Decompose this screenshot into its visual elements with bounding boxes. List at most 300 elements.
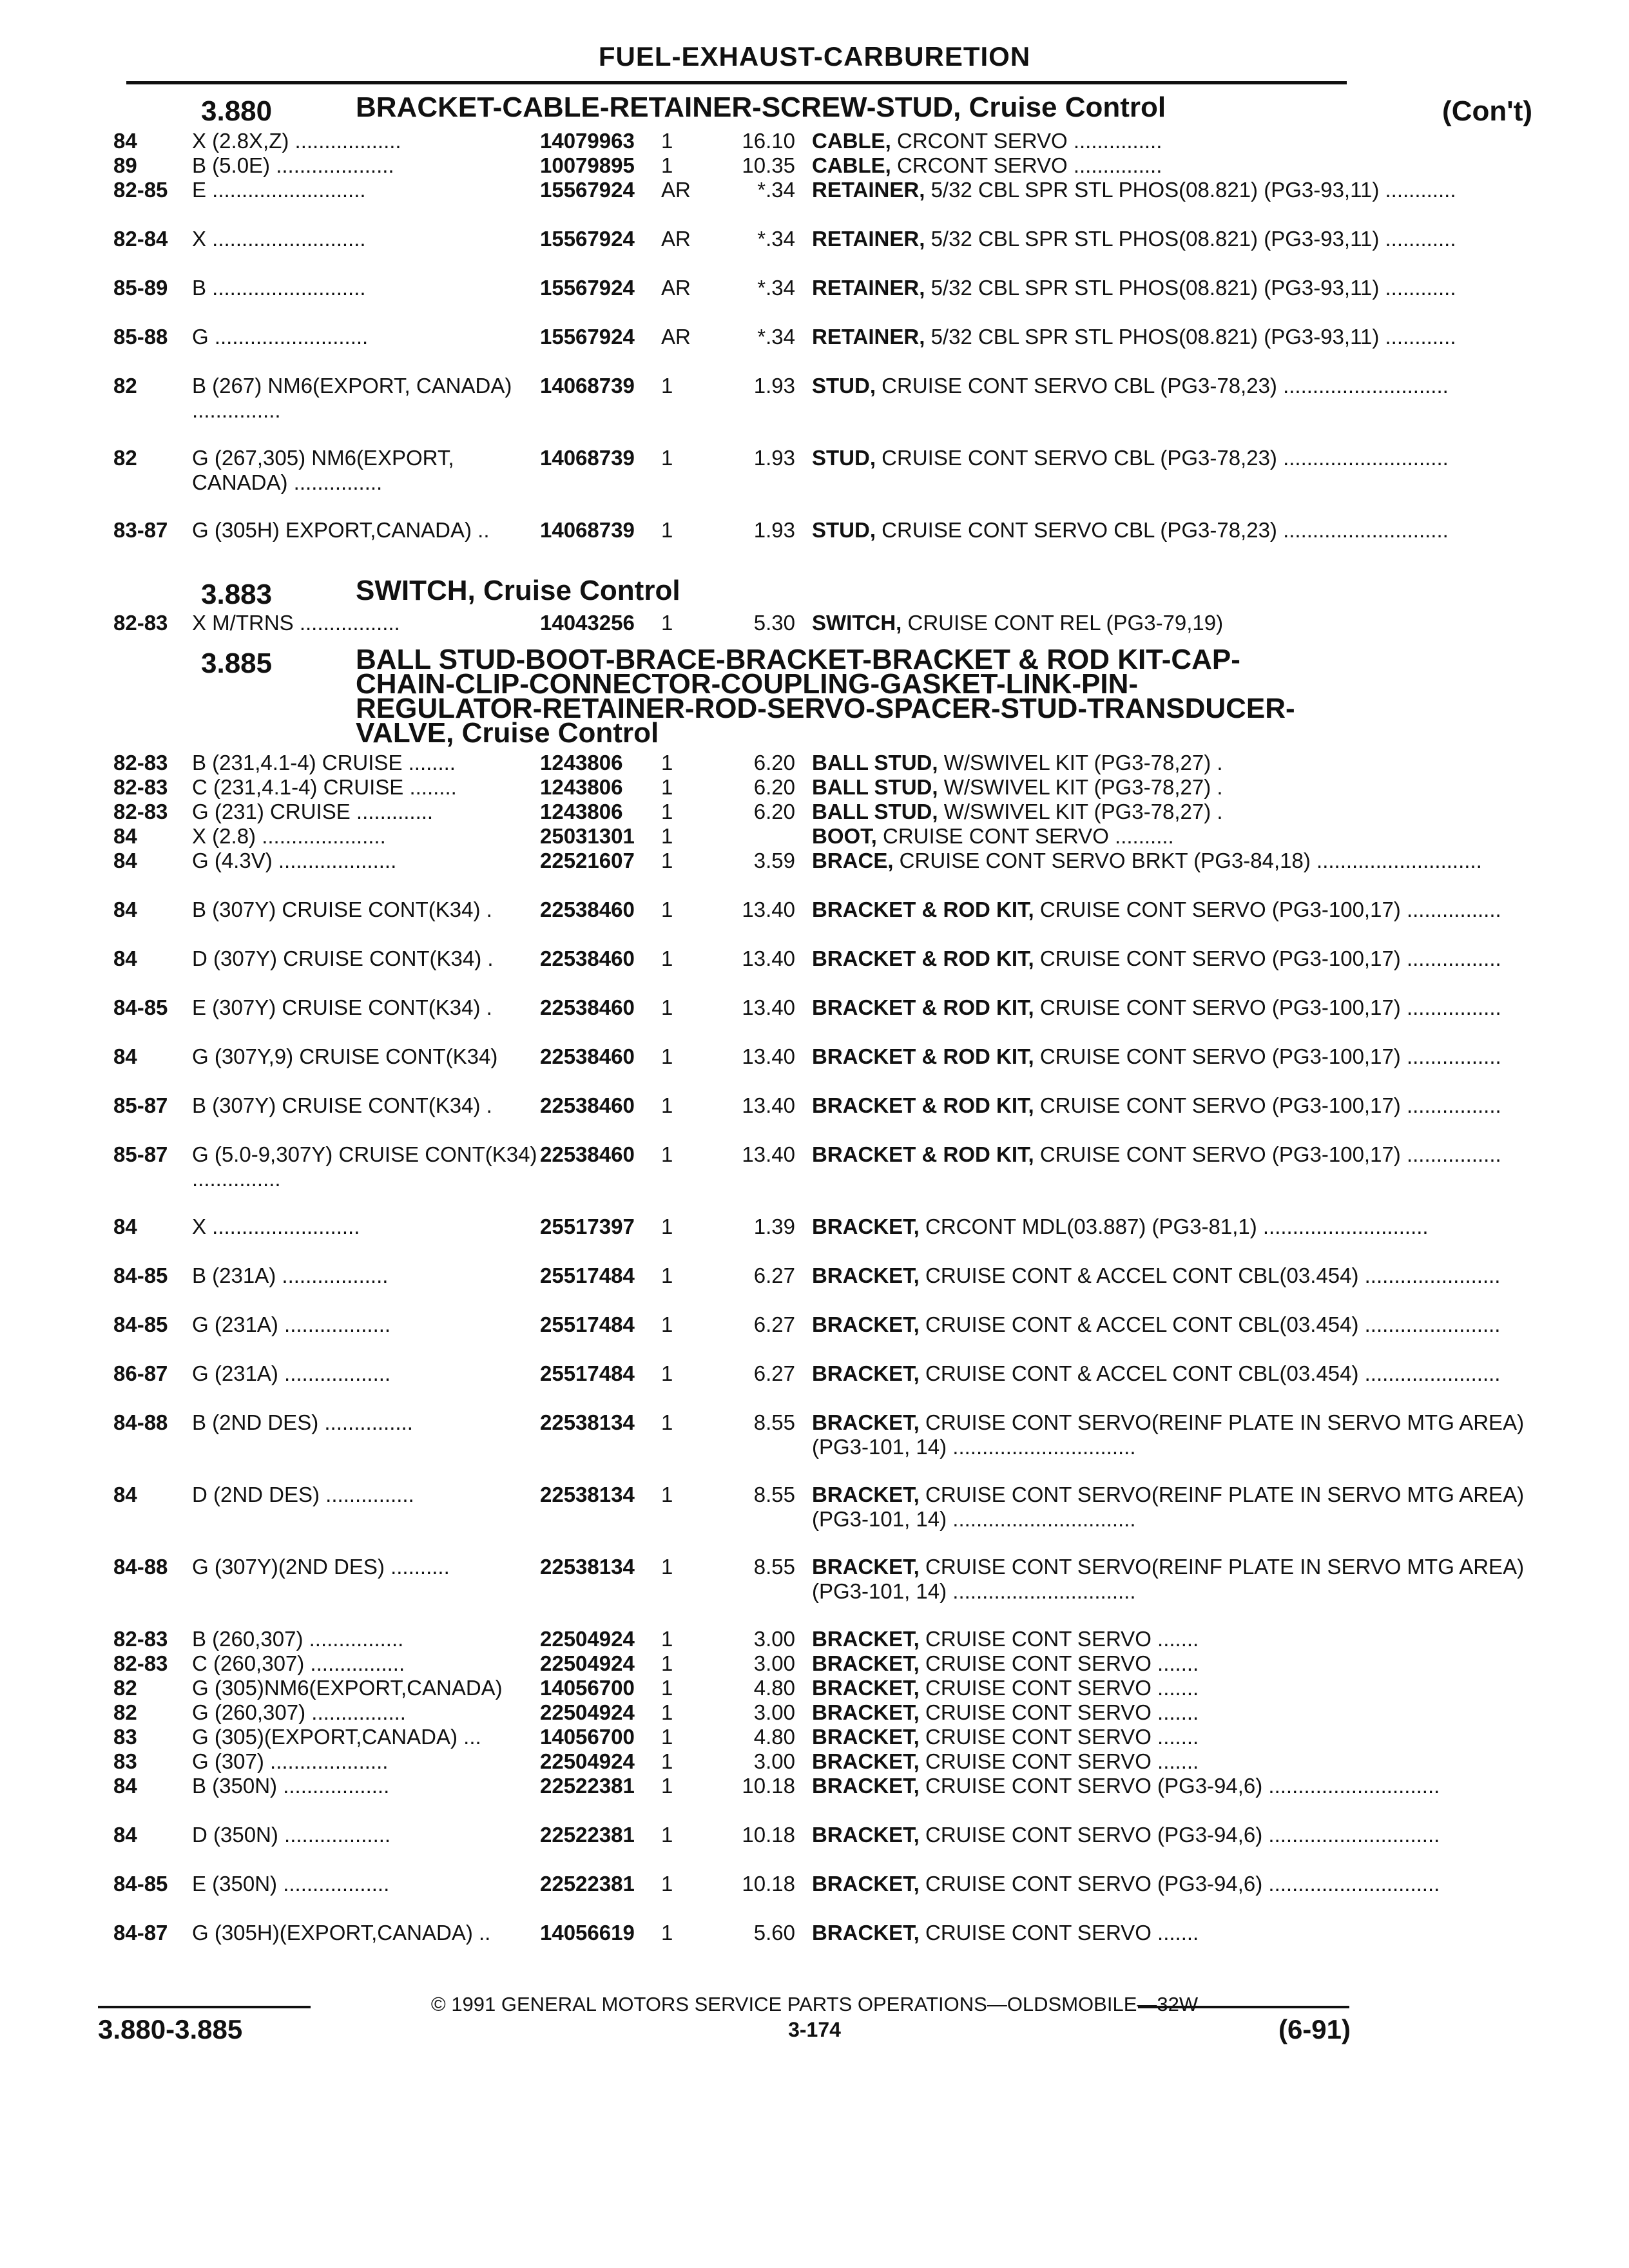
part-name: BRACKET, (812, 1483, 920, 1506)
application: G (231) CRUISE ............. (192, 800, 434, 823)
part-number: 22521607 (540, 849, 635, 872)
part-detail: CRUISE CONT SERVO (PG3-100,17) ................ (1034, 1142, 1501, 1166)
footer-page-number: 3-174 (788, 2018, 841, 2041)
quantity: 1 (661, 1142, 673, 1166)
application: C (231,4.1-4) CRUISE ........ (192, 775, 457, 799)
part-detail: 5/32 CBL SPR STL PHOS(08.821) (PG3-93,11) ............ (925, 325, 1456, 349)
price: 4.80 (753, 1725, 795, 1749)
price: 3.00 (753, 1627, 795, 1651)
part-name: RETAINER, (812, 227, 925, 251)
part-name: BRACKET, (812, 1312, 920, 1336)
catalog-section (113, 575, 1532, 635)
price: 6.27 (753, 1312, 795, 1336)
part-name: STUD, (812, 374, 876, 398)
part-row (113, 947, 1532, 995)
quantity: AR (661, 276, 691, 300)
part-row (113, 1361, 1532, 1410)
part-name: SWITCH, (812, 611, 902, 635)
part-description (803, 1264, 1532, 1288)
part-detail: CRUISE CONT SERVO(REINF PLATE IN SERVO MTG AREA) (PG3-101, 14) ............................... (812, 1555, 1525, 1603)
part-number: 25031301 (540, 824, 635, 848)
part-number: 25517484 (540, 1312, 635, 1336)
part-row (113, 1312, 1532, 1361)
part-name: BRACKET & ROD KIT, (812, 1044, 1034, 1068)
part-detail: CRUISE CONT SERVO CBL (PG3-78,23) ............................ (876, 446, 1449, 470)
quantity: 1 (661, 800, 673, 823)
price: 3.00 (753, 1749, 795, 1773)
part-name: BALL STUD, (812, 775, 938, 799)
model-years: 84 (113, 1483, 137, 1506)
part-description (803, 1093, 1532, 1118)
application: X .......................... (192, 227, 366, 251)
price: 8.55 (753, 1555, 795, 1579)
quantity: 1 (661, 1264, 673, 1287)
model-years: 84 (113, 947, 137, 970)
part-detail: CRUISE CONT SERVO (PG3-100,17) ................ (1034, 1044, 1501, 1068)
quantity: 1 (661, 775, 673, 799)
quantity: 1 (661, 374, 673, 398)
model-years: 82-85 (113, 178, 168, 202)
model-years: 82-83 (113, 611, 168, 635)
quantity: AR (661, 325, 691, 349)
part-detail: CRUISE CONT SERVO CBL (PG3-78,23) ............................ (876, 518, 1449, 542)
model-years: 84-88 (113, 1555, 168, 1579)
part-row (113, 153, 1532, 178)
part-number: 22538134 (540, 1410, 635, 1434)
part-name: BRACKET, (812, 1361, 920, 1385)
application: G (307Y)(2ND DES) .......... (192, 1555, 450, 1579)
model-years: 84 (113, 1044, 137, 1068)
part-row (113, 1725, 1532, 1749)
part-description (803, 178, 1532, 202)
part-number: 10079895 (540, 153, 635, 177)
price: *.34 (757, 325, 795, 349)
part-description (803, 800, 1532, 824)
part-number: 15567924 (540, 276, 635, 300)
footer-copyright: © 1991 GENERAL MOTORS SERVICE PARTS OPERATIONS—OLDSMOBILE—32W (430, 1993, 1199, 2015)
part-description (803, 129, 1532, 153)
model-years: 82 (113, 374, 137, 398)
part-name: CABLE, (812, 153, 891, 177)
part-detail: CRUISE CONT SERVO (PG3-100,17) ................ (1034, 1093, 1501, 1117)
model-years: 83 (113, 1725, 137, 1749)
application: G (305H)(EXPORT,CANADA) .. (192, 1921, 491, 1945)
part-number: 25517397 (540, 1215, 635, 1238)
catalog-section (113, 91, 1532, 567)
part-name: BRACE, (812, 849, 894, 872)
price: 8.55 (753, 1483, 795, 1506)
part-description (803, 153, 1532, 178)
section-title: SWITCH, Cruise Control (356, 575, 680, 606)
part-detail: 5/32 CBL SPR STL PHOS(08.821) (PG3-93,11) ............ (925, 227, 1456, 251)
part-row (113, 178, 1532, 227)
quantity: 1 (661, 611, 673, 635)
catalog-section (113, 644, 1532, 1945)
price: 5.60 (753, 1921, 795, 1945)
footer-section-range: 3.880-3.885 (98, 2014, 243, 2044)
quantity: 1 (661, 898, 673, 921)
part-number: 1243806 (540, 800, 623, 823)
model-years: 84 (113, 1774, 137, 1798)
part-row (113, 129, 1532, 153)
part-number: 14043256 (540, 611, 635, 635)
quantity: 1 (661, 1093, 673, 1117)
part-number: 1243806 (540, 751, 623, 774)
application: E (350N) .................. (192, 1872, 390, 1896)
price: 10.18 (742, 1872, 795, 1896)
model-years: 82-83 (113, 1651, 168, 1675)
part-detail: CRUISE CONT SERVO CBL (PG3-78,23) ............................ (876, 374, 1449, 398)
part-number: 22538460 (540, 947, 635, 970)
application: G (260,307) ................ (192, 1700, 406, 1724)
part-description (803, 276, 1532, 300)
application: B (307Y) CRUISE CONT(K34) . (192, 1093, 492, 1117)
model-years: 89 (113, 153, 137, 177)
price: 13.40 (742, 898, 795, 921)
application: G (231A) .................. (192, 1312, 391, 1336)
part-row (113, 276, 1532, 325)
part-row (113, 751, 1532, 775)
part-description (803, 947, 1532, 971)
price: 6.20 (753, 775, 795, 799)
application: G (5.0-9,307Y) CRUISE CONT(K34) ............... (192, 1142, 537, 1191)
part-row (113, 446, 1532, 518)
section-heading (113, 575, 1532, 611)
section-number: 3.880 (201, 95, 273, 127)
price: *.34 (757, 178, 795, 202)
quantity: 1 (661, 1410, 673, 1434)
model-years: 84 (113, 898, 137, 921)
part-detail: 5/32 CBL SPR STL PHOS(08.821) (PG3-93,11) ............ (925, 276, 1456, 300)
model-years: 82 (113, 1700, 137, 1724)
model-years: 84 (113, 129, 137, 153)
part-name: BRACKET & ROD KIT, (812, 898, 1034, 921)
model-years: 84-85 (113, 995, 168, 1019)
model-years: 82-83 (113, 800, 168, 823)
quantity: 1 (661, 751, 673, 774)
section-continued: (Con't) (1442, 95, 1532, 127)
part-number: 14079963 (540, 129, 635, 153)
price: 6.20 (753, 751, 795, 774)
part-name: BRACKET & ROD KIT, (812, 947, 1034, 970)
part-name: BRACKET & ROD KIT, (812, 1142, 1034, 1166)
part-detail: CRUISE CONT SERVO ....... (919, 1700, 1199, 1724)
part-description (803, 1627, 1532, 1651)
part-row (113, 1483, 1532, 1555)
application: G (267,305) NM6(EXPORT, CANADA) ............... (192, 446, 454, 494)
part-detail: CRUISE CONT SERVO BRKT (PG3-84,18) ............................ (893, 849, 1482, 872)
part-detail: CRCONT SERVO ............... (891, 153, 1162, 177)
application: B (231,4.1-4) CRUISE ........ (192, 751, 456, 774)
running-title: FUEL-EXHAUST-CARBURETION (598, 41, 1031, 72)
application: G (231A) .................. (192, 1361, 391, 1385)
part-detail: CRUISE CONT SERVO ....... (919, 1651, 1199, 1675)
part-name: BRACKET & ROD KIT, (812, 995, 1034, 1019)
application: X M/TRNS ................. (192, 611, 400, 635)
part-number: 25517484 (540, 1361, 635, 1385)
part-row (113, 898, 1532, 947)
part-detail: CRUISE CONT SERVO ....... (919, 1725, 1199, 1749)
application: G .......................... (192, 325, 369, 349)
part-row (113, 1142, 1532, 1215)
price: 1.93 (753, 446, 795, 470)
price: *.34 (757, 276, 795, 300)
section-title: BRACKET-CABLE-RETAINER-SCREW-STUD, Cruise Control (356, 91, 1166, 123)
quantity: 1 (661, 1872, 673, 1896)
part-number: 14068739 (540, 374, 635, 398)
part-row (113, 775, 1532, 800)
part-detail: CRUISE CONT SERVO (PG3-94,6) ............................. (919, 1823, 1440, 1847)
price: 16.10 (742, 129, 795, 153)
model-years: 83 (113, 1749, 137, 1773)
quantity: AR (661, 227, 691, 251)
quantity: 1 (661, 1555, 673, 1579)
part-detail: CRUISE CONT & ACCEL CONT CBL(03.454) ....................... (919, 1361, 1501, 1385)
model-years: 85-89 (113, 276, 168, 300)
application: X (2.8X,Z) .................. (192, 129, 401, 153)
part-detail: CRUISE CONT SERVO ....... (919, 1627, 1199, 1651)
application: D (2ND DES) ............... (192, 1483, 414, 1506)
application: G (305)NM6(EXPORT,CANADA) (192, 1676, 503, 1700)
part-description (803, 1823, 1532, 1847)
part-row (113, 1410, 1532, 1483)
part-name: RETAINER, (812, 178, 925, 202)
part-number: 22504924 (540, 1651, 635, 1675)
part-name: BRACKET, (812, 1872, 920, 1896)
price: 1.39 (753, 1215, 795, 1238)
section-heading (113, 644, 1532, 749)
part-name: BRACKET, (812, 1921, 920, 1945)
part-description (803, 751, 1532, 775)
part-detail: CRUISE CONT SERVO(REINF PLATE IN SERVO MTG AREA) (PG3-101, 14) ............................... (812, 1483, 1525, 1531)
application: D (307Y) CRUISE CONT(K34) . (192, 947, 494, 970)
part-row (113, 1774, 1532, 1823)
quantity: 1 (661, 1044, 673, 1068)
application: D (350N) .................. (192, 1823, 391, 1847)
model-years: 84-85 (113, 1264, 168, 1287)
quantity: 1 (661, 1361, 673, 1385)
part-detail: 5/32 CBL SPR STL PHOS(08.821) (PG3-93,11) ............ (925, 178, 1456, 202)
part-description (803, 325, 1532, 349)
part-name: BRACKET, (812, 1725, 920, 1749)
quantity: 1 (661, 518, 673, 542)
part-row (113, 995, 1532, 1044)
part-row (113, 325, 1532, 374)
price: 3.00 (753, 1651, 795, 1675)
application: G (305H) EXPORT,CANADA) .. (192, 518, 490, 542)
price: 13.40 (742, 1093, 795, 1117)
part-detail: W/SWIVEL KIT (PG3-78,27) . (938, 775, 1223, 799)
model-years: 84 (113, 849, 137, 872)
application: B (231A) .................. (192, 1264, 389, 1287)
quantity: 1 (661, 1823, 673, 1847)
part-detail: CRUISE CONT SERVO .......... (876, 824, 1174, 848)
part-number: 14056700 (540, 1725, 635, 1749)
quantity: 1 (661, 153, 673, 177)
part-number: 14068739 (540, 446, 635, 470)
part-description (803, 1676, 1532, 1700)
application: G (307Y,9) CRUISE CONT(K34) (192, 1044, 498, 1068)
part-number: 22504924 (540, 1700, 635, 1724)
part-description (803, 1774, 1532, 1798)
part-detail: CRUISE CONT SERVO ....... (919, 1749, 1199, 1773)
quantity: 1 (661, 995, 673, 1019)
part-name: BRACKET, (812, 1627, 920, 1651)
model-years: 82-84 (113, 227, 168, 251)
model-years: 82-83 (113, 775, 168, 799)
application: E (307Y) CRUISE CONT(K34) . (192, 995, 492, 1019)
price: 3.00 (753, 1700, 795, 1724)
part-row (113, 1921, 1532, 1945)
model-years: 85-87 (113, 1093, 168, 1117)
price: 1.93 (753, 518, 795, 542)
model-years: 84 (113, 1823, 137, 1847)
price: 6.27 (753, 1264, 795, 1287)
part-name: RETAINER, (812, 325, 925, 349)
part-detail: CRCONT SERVO ............... (891, 129, 1162, 153)
part-description (803, 1872, 1532, 1896)
quantity: 1 (661, 446, 673, 470)
application: G (305)(EXPORT,CANADA) ... (192, 1725, 481, 1749)
part-description (803, 1215, 1532, 1239)
part-description (803, 1044, 1532, 1069)
part-detail: CRUISE CONT SERVO ....... (919, 1676, 1199, 1700)
part-number: 22522381 (540, 1872, 635, 1896)
part-name: STUD, (812, 518, 876, 542)
part-row (113, 611, 1532, 635)
price: 1.93 (753, 374, 795, 398)
part-row (113, 1872, 1532, 1921)
part-detail: CRCONT MDL(03.887) (PG3-81,1) ............................ (919, 1215, 1429, 1238)
part-description (803, 446, 1532, 470)
model-years: 83-87 (113, 518, 168, 542)
part-description (803, 775, 1532, 800)
quantity: AR (661, 178, 691, 202)
application: B (350N) .................. (192, 1774, 390, 1798)
model-years: 82 (113, 1676, 137, 1700)
part-detail: CRUISE CONT & ACCEL CONT CBL(03.454) ....................... (919, 1264, 1501, 1287)
part-detail: W/SWIVEL KIT (PG3-78,27) . (938, 800, 1223, 823)
part-number: 22522381 (540, 1823, 635, 1847)
part-row (113, 374, 1532, 446)
part-number: 22538134 (540, 1483, 635, 1506)
price: 13.40 (742, 1044, 795, 1068)
part-number: 22538134 (540, 1555, 635, 1579)
part-row (113, 1264, 1532, 1312)
part-row (113, 1627, 1532, 1651)
quantity: 1 (661, 1651, 673, 1675)
part-detail: CRUISE CONT SERVO (PG3-94,6) ............................. (919, 1774, 1440, 1798)
quantity: 1 (661, 947, 673, 970)
part-description (803, 1749, 1532, 1774)
section-title: BALL STUD-BOOT-BRACE-BRACKET-BRACKET & ROD KIT-CAP-CHAIN-CLIP-CONNECTOR-COUPLING-GASKET-LINK-PIN-REGULATOR-RETAINER-ROD-SERVO-SPACER-STUD-TRANSDUCER-VALVE, Cruise Control (356, 644, 1295, 749)
part-row (113, 824, 1532, 849)
part-row (113, 1215, 1532, 1264)
quantity: 1 (661, 1627, 673, 1651)
quantity: 1 (661, 824, 673, 848)
price: 8.55 (753, 1410, 795, 1434)
part-description (803, 611, 1532, 635)
part-name: BRACKET, (812, 1410, 920, 1434)
price: 5.30 (753, 611, 795, 635)
part-description (803, 227, 1532, 251)
part-name: BRACKET, (812, 1651, 920, 1675)
part-number: 22538460 (540, 1093, 635, 1117)
section-heading (113, 91, 1532, 128)
part-description (803, 1142, 1532, 1167)
part-number: 22538460 (540, 995, 635, 1019)
model-years: 86-87 (113, 1361, 168, 1385)
price: 13.40 (742, 995, 795, 1019)
part-name: BRACKET & ROD KIT, (812, 1093, 1034, 1117)
part-number: 22504924 (540, 1749, 635, 1773)
part-description (803, 824, 1532, 849)
part-detail: CRUISE CONT SERVO(REINF PLATE IN SERVO MTG AREA) (PG3-101, 14) ............................... (812, 1410, 1525, 1459)
part-description (803, 849, 1532, 873)
part-number: 22504924 (540, 1627, 635, 1651)
part-number: 15567924 (540, 325, 635, 349)
part-name: BRACKET, (812, 1264, 920, 1287)
part-name: RETAINER, (812, 276, 925, 300)
part-name: BALL STUD, (812, 751, 938, 774)
application: X (2.8) ..................... (192, 824, 386, 848)
application: B (267) NM6(EXPORT, CANADA) ............... (192, 374, 512, 422)
part-row (113, 227, 1532, 276)
section-number: 3.885 (201, 648, 273, 679)
model-years: 84-88 (113, 1410, 168, 1434)
part-name: STUD, (812, 446, 876, 470)
part-number: 14056619 (540, 1921, 635, 1945)
price: 13.40 (742, 947, 795, 970)
part-description (803, 1921, 1532, 1945)
part-number: 14056700 (540, 1676, 635, 1700)
part-name: CABLE, (812, 129, 891, 153)
model-years: 82-83 (113, 1627, 168, 1651)
model-years: 84 (113, 824, 137, 848)
part-row (113, 518, 1532, 567)
application: B (307Y) CRUISE CONT(K34) . (192, 898, 492, 921)
model-years: 84-85 (113, 1312, 168, 1336)
price: 10.18 (742, 1774, 795, 1798)
part-description (803, 1700, 1532, 1725)
price: 6.27 (753, 1361, 795, 1385)
part-row (113, 800, 1532, 824)
part-row (113, 1700, 1532, 1725)
price: 10.18 (742, 1823, 795, 1847)
part-number: 25517484 (540, 1264, 635, 1287)
header-rule (126, 81, 1347, 84)
part-number: 15567924 (540, 227, 635, 251)
part-detail: CRUISE CONT SERVO (PG3-94,6) ............................. (919, 1872, 1440, 1896)
part-detail: CRUISE CONT SERVO (PG3-100,17) ................ (1034, 995, 1501, 1019)
part-description (803, 1555, 1532, 1604)
price: 10.35 (742, 153, 795, 177)
application: X ......................... (192, 1215, 360, 1238)
part-detail: CRUISE CONT SERVO (PG3-100,17) ................ (1034, 898, 1501, 921)
application: G (4.3V) .................... (192, 849, 397, 872)
part-detail: CRUISE CONT SERVO ....... (919, 1921, 1199, 1945)
part-number: 15567924 (540, 178, 635, 202)
quantity: 1 (661, 1483, 673, 1506)
part-row (113, 849, 1532, 898)
part-description (803, 518, 1532, 543)
footer-date-code: (6-91) (1278, 2014, 1351, 2044)
part-name: BOOT, (812, 824, 877, 848)
part-description (803, 374, 1532, 398)
quantity: 1 (661, 1921, 673, 1945)
part-name: BRACKET, (812, 1555, 920, 1579)
quantity: 1 (661, 1749, 673, 1773)
